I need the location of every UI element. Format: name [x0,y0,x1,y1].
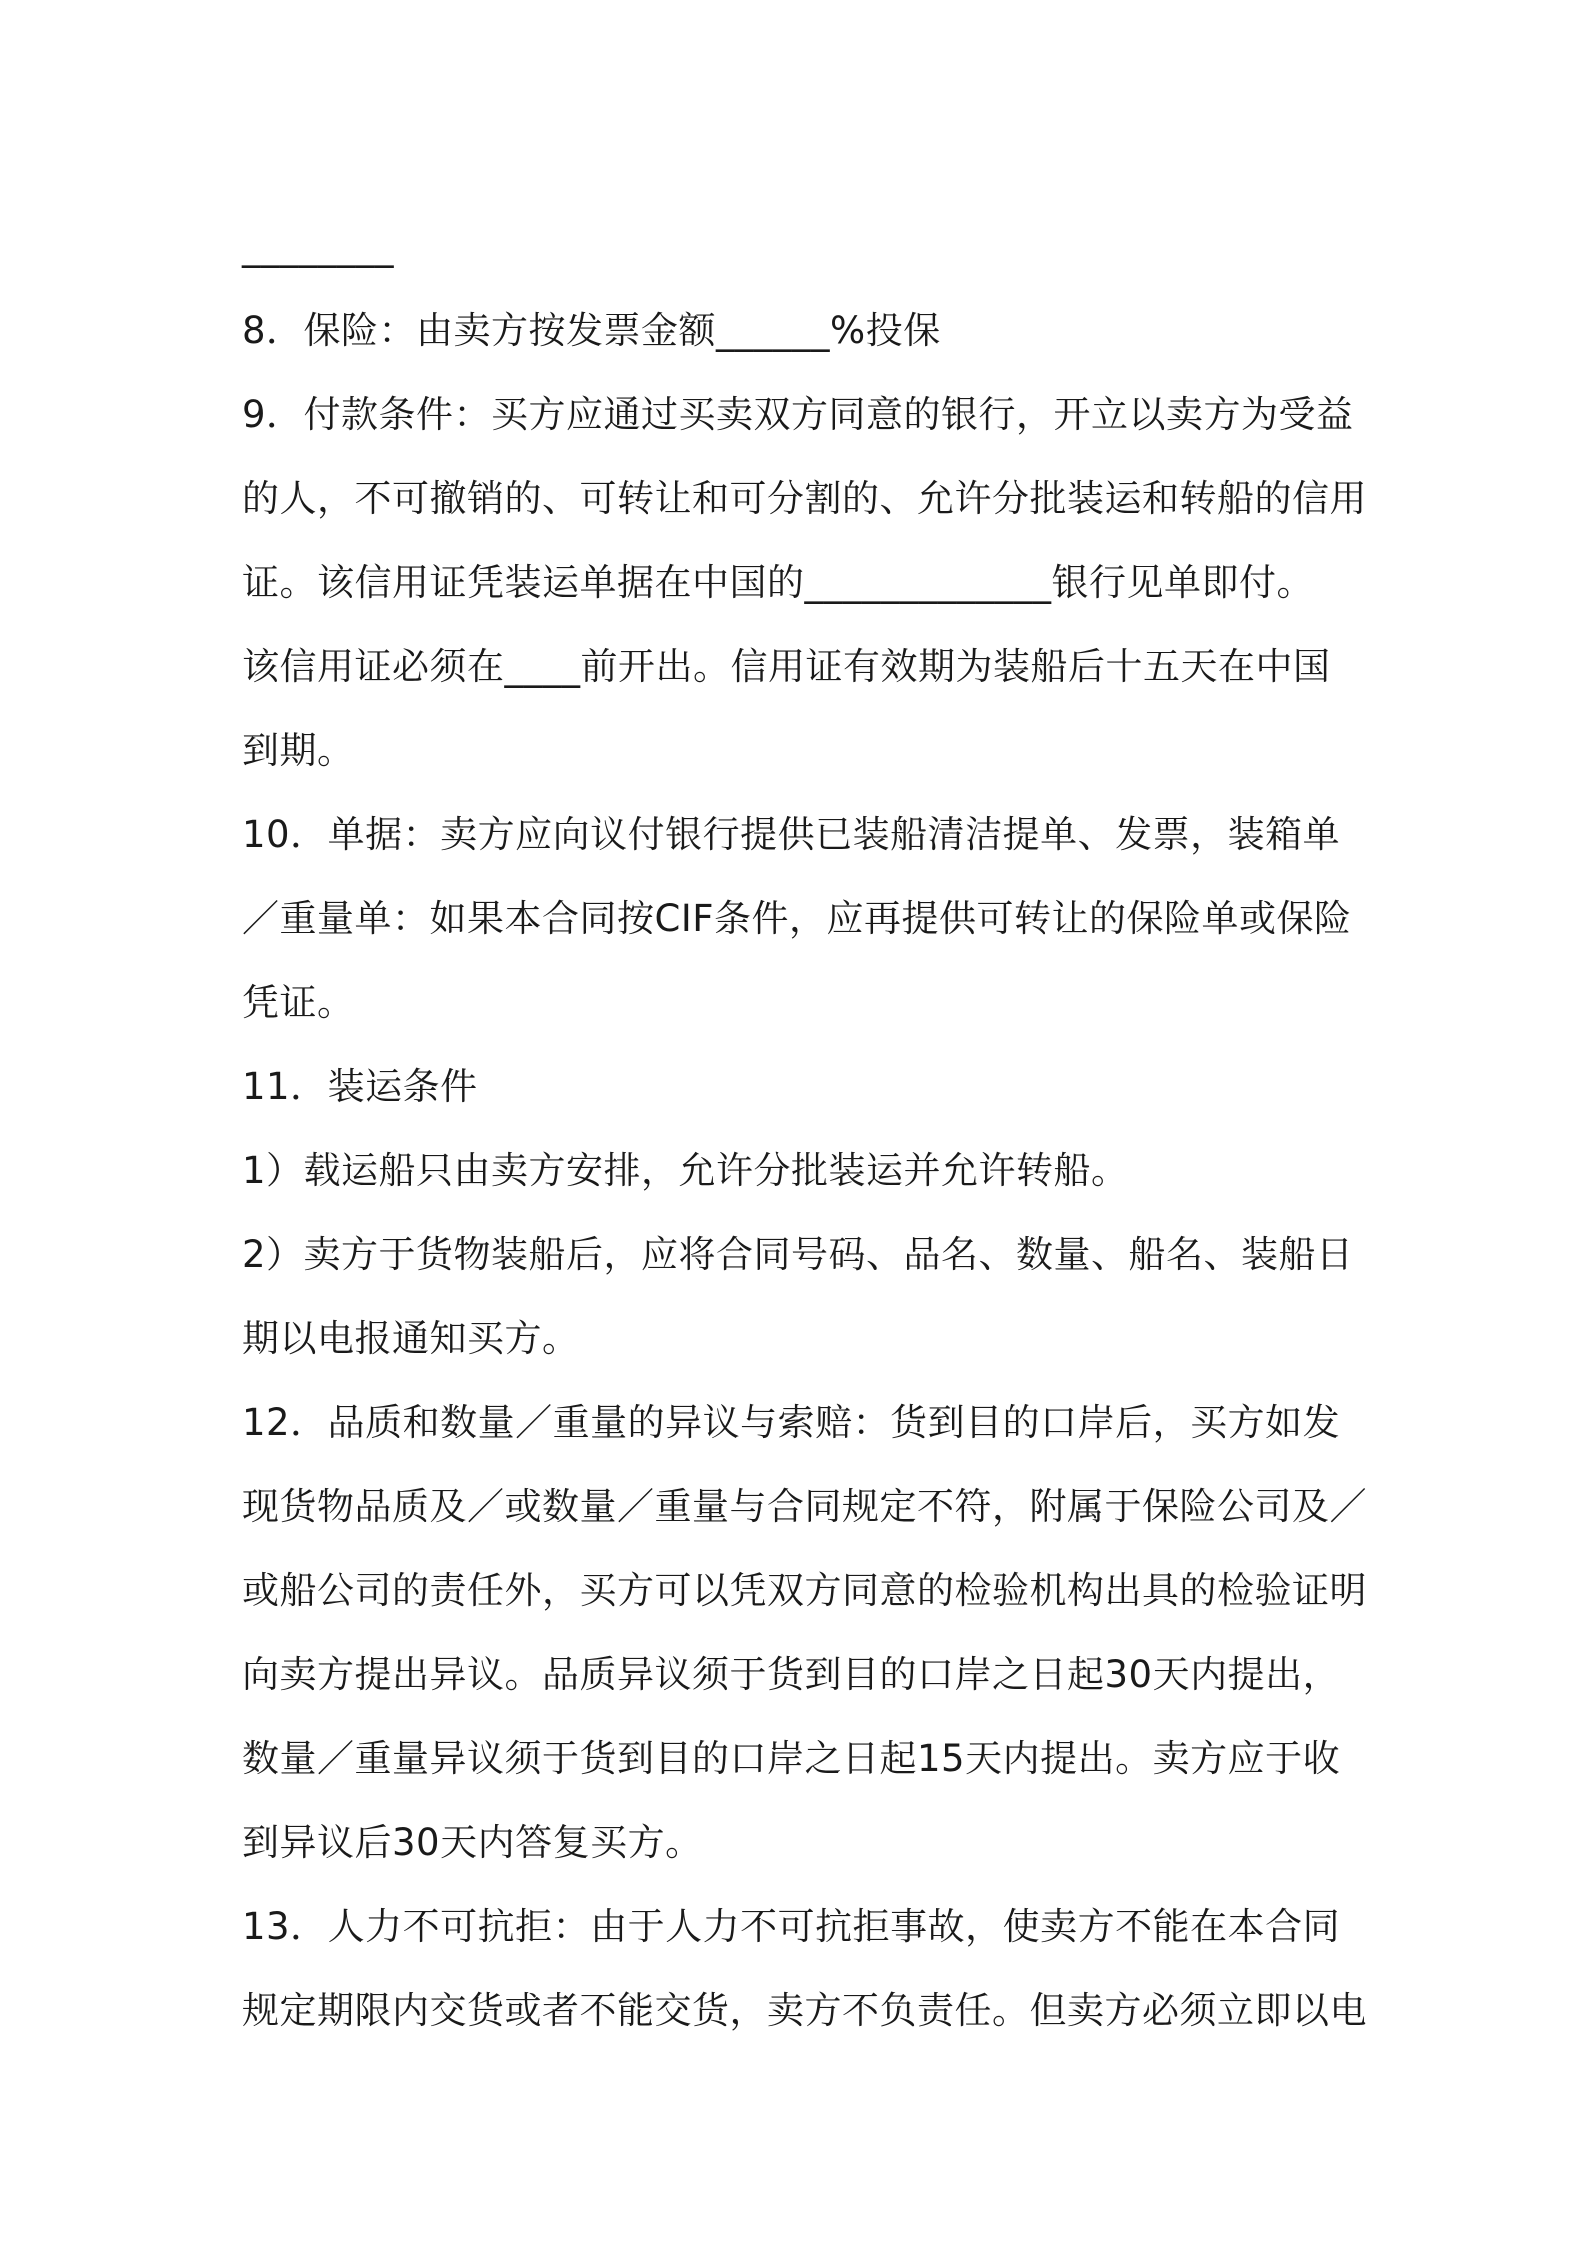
text-line: 10．单据：卖方应向议付银行提供已装船清洁提单、发票，装箱单 [242,813,1341,856]
text-line: 11．装运条件 [242,1065,478,1108]
text-line: 2）卖方于货物装船后，应将合同号码、品名、数量、船名、装船日 [242,1233,1354,1276]
contract-body [242,205,1367,2053]
text-line: 数量／重量异议须于货到目的口岸之日起15天内提出。卖方应于收 [242,1737,1341,1780]
text-line: 8．保险：由卖方按发票金额______%投保 [242,309,941,352]
text-line: 或船公司的责任外，买方可以凭双方同意的检验机构出具的检验证明 [242,1569,1367,1612]
text-line: 到异议后30天内答复买方。 [242,1821,703,1864]
text-line: ／重量单：如果本合同按CIF条件，应再提供可转让的保险单或保险 [242,897,1352,940]
text-line: 该信用证必须在____前开出。信用证有效期为装船后十五天在中国 [242,645,1331,688]
text-line: 规定期限内交货或者不能交货，卖方不负责任。但卖方必须立即以电 [242,1989,1367,2032]
text-line: 9．付款条件：买方应通过买卖双方同意的银行，开立以卖方为受益 [242,393,1354,436]
text-line: 12．品质和数量／重量的异议与索赔：货到目的口岸后，买方如发 [242,1401,1341,1444]
text-line: 向卖方提出异议。品质异议须于货到目的口岸之日起30天内提出， [242,1653,1341,1696]
text-line: 的人，不可撤销的、可转让和可分割的、允许分批装运和转船的信用 [242,477,1367,520]
text-line: 现货物品质及／或数量／重量与合同规定不符，附属于保险公司及／ [242,1485,1367,1528]
text-line: 证。该信用证凭装运单据在中国的_____________银行见单即付。 [242,561,1314,604]
text-line: 到期。 [242,729,355,772]
text-line: 凭证。 [242,981,355,1024]
text-line: ________ [242,225,394,268]
text-line: 13．人力不可抗拒：由于人力不可抗拒事故，使卖方不能在本合同 [242,1905,1341,1948]
text-line: 期以电报通知买方。 [242,1317,580,1360]
text-line: 1）载运船只由卖方安排，允许分批装运并允许转船。 [242,1149,1129,1192]
